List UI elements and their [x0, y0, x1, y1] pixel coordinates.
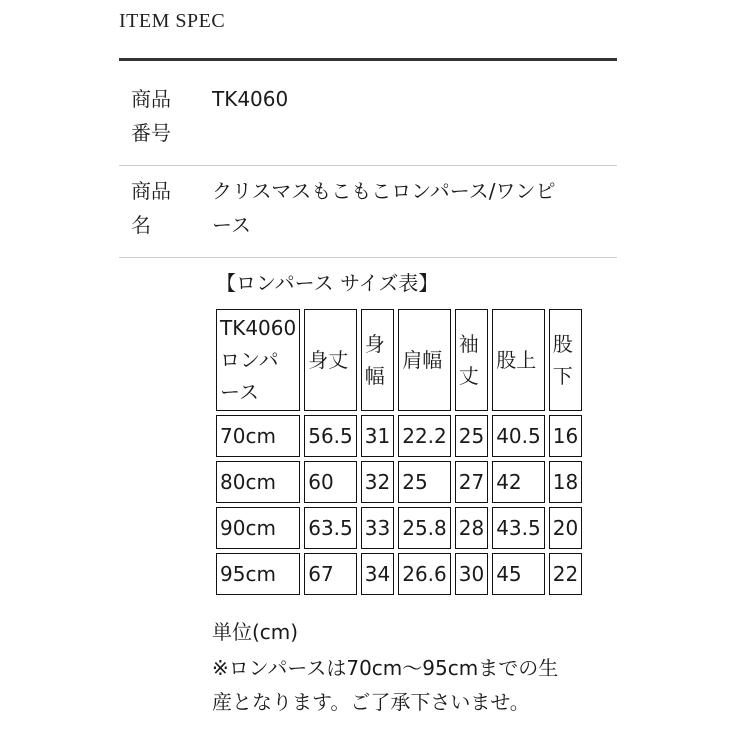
product-number-value: TK4060 [212, 87, 289, 111]
size-table-header-cell: 身丈 [304, 309, 357, 411]
size-cell: 42 [492, 461, 545, 503]
size-cell: 20 [549, 507, 582, 549]
size-cell: 27 [455, 461, 488, 503]
product-name-value: クリスマスもこもこロンパース/ワンピ ース [212, 179, 556, 237]
size-cell: 60 [304, 461, 357, 503]
size-table-header-cell: 袖 丈 [455, 309, 488, 411]
size-table-caption: 【ロンパース サイズ表】 [216, 271, 439, 295]
size-cell: 16 [549, 415, 582, 457]
size-table-header-cell: 身 幅 [361, 309, 394, 411]
size-cell: 67 [304, 553, 357, 595]
size-cell: 32 [361, 461, 394, 503]
size-cell: 34 [361, 553, 394, 595]
size-table-row [216, 507, 582, 549]
production-remark: ※ロンパースは70cm〜95cmまでの生 産となります。ご了承下さいませ。 [212, 656, 559, 714]
size-table-header-cell: 肩幅 [398, 309, 451, 411]
size-cell: 31 [361, 415, 394, 457]
size-cell: 28 [455, 507, 488, 549]
size-cell: 30 [455, 553, 488, 595]
row-divider [119, 165, 617, 166]
spec-title: ITEM SPEC [119, 10, 226, 32]
size-cell: 80cm [216, 461, 300, 503]
size-table-header-cell: 股上 [492, 309, 545, 411]
size-table [212, 305, 586, 599]
size-table-header-cell: 股 下 [549, 309, 582, 411]
size-cell: 18 [549, 461, 582, 503]
title-divider [119, 58, 617, 61]
size-cell: 33 [361, 507, 394, 549]
size-cell: 25 [455, 415, 488, 457]
size-table-row [216, 553, 582, 595]
size-cell: 25 [398, 461, 451, 503]
size-cell: 25.8 [398, 507, 451, 549]
size-cell: 22 [549, 553, 582, 595]
size-cell: 70cm [216, 415, 300, 457]
product-number-label: 商品 番号 [131, 87, 171, 145]
size-cell: 95cm [216, 553, 300, 595]
size-cell: 26.6 [398, 553, 451, 595]
size-table-header-row [216, 309, 582, 411]
size-cell: 22.2 [398, 415, 451, 457]
size-table-row [216, 461, 582, 503]
size-table-row [216, 415, 582, 457]
size-cell: 63.5 [304, 507, 357, 549]
size-cell: 40.5 [492, 415, 545, 457]
size-cell: 43.5 [492, 507, 545, 549]
size-cell: 45 [492, 553, 545, 595]
size-table-corner-cell: TK4060 ロンパ ース [216, 309, 300, 411]
size-cell: 56.5 [304, 415, 357, 457]
unit-note: 単位(cm) [212, 620, 299, 644]
row-divider [119, 257, 617, 258]
product-name-label: 商品 名 [131, 179, 171, 237]
size-cell: 90cm [216, 507, 300, 549]
